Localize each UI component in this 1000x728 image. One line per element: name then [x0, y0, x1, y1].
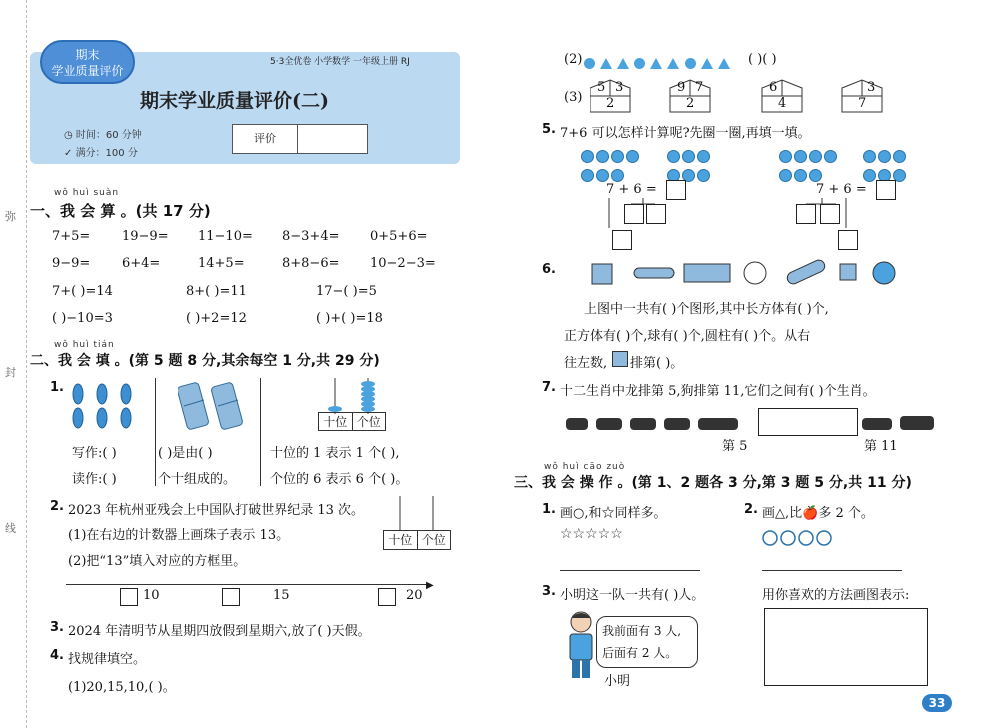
- calc-item: 7+5=: [52, 229, 91, 244]
- q5-equation: 7 + 6 =: [816, 182, 867, 197]
- q4-sub2-prefix: (2): [564, 52, 583, 67]
- calc-item: 19−9=: [122, 229, 169, 244]
- number-line: [66, 584, 430, 585]
- smile-icon: [611, 169, 624, 182]
- smile-icon: [779, 169, 792, 182]
- house-num: 9: [677, 80, 686, 95]
- q7-text: 十二生肖中龙排第 5,狗排第 11,它们之间有( )个生肖。: [560, 384, 876, 399]
- section3-pinyin: wǒ huì cāo zuò: [544, 462, 626, 472]
- s3-q2-text: 画△,比🍎多 2 个。: [762, 506, 874, 521]
- badge-line2: 学业质量评价: [51, 64, 124, 78]
- binding-char: 弥: [5, 210, 16, 223]
- answer-box[interactable]: [624, 204, 644, 224]
- shape-sequence: [584, 53, 730, 72]
- smile-icon: [697, 150, 710, 163]
- q7-number: 7.: [542, 380, 556, 395]
- q4-sub3-prefix: (3): [564, 90, 583, 105]
- calc-item: 11−10=: [198, 229, 253, 244]
- ones-label: 个位: [356, 415, 381, 429]
- page-number: 33: [922, 694, 952, 712]
- arrow-icon: ▶: [426, 580, 434, 591]
- q7-label11: 第 11: [864, 439, 898, 454]
- triangle-icon: [718, 58, 730, 69]
- q6-line1: 上图中一共有( )个图形,其中长方体有( )个,: [584, 302, 829, 317]
- score-text: 满分：100 分: [75, 148, 138, 159]
- smile-icon: [779, 150, 792, 163]
- numline-label: 15: [273, 588, 290, 603]
- q2-sub2: (2)把“13”填入对应的方框里。: [68, 554, 247, 569]
- bubble-line1: 我前面有 3 人,: [602, 624, 682, 638]
- stick-bundles-image: [178, 380, 248, 432]
- calc-item: 7+( )=14: [52, 284, 113, 299]
- section2-title: 二、我 会 填 。(第 5 题 8 分,其余每空 1 分,共 29 分): [30, 353, 380, 369]
- q6-number: 6.: [542, 262, 556, 277]
- answer-box[interactable]: [612, 230, 632, 250]
- drawing-area[interactable]: [764, 608, 928, 686]
- boy-name: 小明: [604, 674, 631, 689]
- time-text: 时间：60 分钟: [75, 130, 142, 141]
- section1-title: 一、我 会 算 。(共 17 分): [30, 202, 211, 220]
- q7-label5: 第 5: [722, 439, 748, 454]
- triangle-icon: [667, 58, 679, 69]
- smile-icon: [809, 169, 822, 182]
- cube-icon: [612, 351, 628, 367]
- tens-label: 十位: [384, 531, 418, 549]
- zodiac-animals-right: [862, 414, 938, 432]
- calc-item: ( )+2=12: [186, 311, 247, 326]
- score-info: [64, 144, 138, 159]
- star-row: ☆☆☆☆☆: [560, 526, 623, 542]
- zodiac-animals-left: [566, 414, 746, 432]
- badge-line1: 期末: [75, 48, 100, 62]
- q4-number: 4.: [50, 648, 64, 663]
- calc-item: ( )+( )=18: [316, 311, 383, 326]
- bubble-line2: 后面有 2 人。: [602, 646, 678, 660]
- header-badge: [40, 40, 135, 84]
- smile-icon: [893, 150, 906, 163]
- answer-box[interactable]: [820, 204, 840, 224]
- smile-icon: [667, 150, 680, 163]
- q4-sub1: (1)20,15,10,( )。: [68, 680, 176, 695]
- triangle-icon: [600, 58, 612, 69]
- house-num: 2: [686, 96, 695, 111]
- divider: [155, 378, 156, 486]
- smile-group: [778, 148, 848, 186]
- answer-line[interactable]: [762, 570, 902, 571]
- smile-group: [580, 148, 650, 186]
- s3-q1-text: 画○,和☆同样多。: [560, 506, 667, 521]
- answer-line[interactable]: [560, 570, 700, 571]
- calc-item: 14+5=: [198, 256, 245, 271]
- q1-write: 写作:( ): [72, 446, 117, 461]
- q5-number: 5.: [542, 122, 556, 137]
- ones-label: 个位: [421, 533, 446, 547]
- section1-pinyin: wǒ huì suàn: [54, 188, 120, 198]
- eval-label: 评价: [233, 125, 298, 153]
- corn-image: [66, 380, 146, 432]
- check-icon: ✓: [64, 148, 76, 159]
- triangle-icon: [650, 58, 662, 69]
- smile-icon: [682, 150, 695, 163]
- circle-icon: [685, 58, 696, 69]
- smile-icon: [863, 169, 876, 182]
- calc-item: ( )−10=3: [52, 311, 113, 326]
- q6-line3: 往左数,: [564, 356, 608, 371]
- empty-abacus[interactable]: [383, 494, 453, 530]
- section3-title: 三、我 会 操 作 。(第 1、2 题各 3 分,第 3 题 5 分,共 11 分): [514, 475, 912, 491]
- house-num: 4: [778, 96, 787, 111]
- answer-box[interactable]: [222, 588, 240, 606]
- smile-icon: [809, 150, 822, 163]
- smile-icon: [794, 150, 807, 163]
- q1-mid2: 个十组成的。: [158, 472, 237, 487]
- calc-item: 9−9=: [52, 256, 91, 271]
- answer-box[interactable]: [838, 230, 858, 250]
- q1-number: 1.: [50, 380, 64, 395]
- q2-sub1: (1)在右边的计数器上画珠子表示 13。: [68, 528, 290, 543]
- q1-right1: 十位的 1 表示 1 个( ),: [270, 446, 400, 461]
- house-num: 3: [615, 80, 624, 95]
- smile-icon: [626, 150, 639, 163]
- empty-abacus-labels: [383, 530, 451, 550]
- smile-icon: [824, 150, 837, 163]
- q1-read: 读作:( ): [72, 472, 117, 487]
- divider: [260, 378, 261, 486]
- abacus-labels: [318, 412, 386, 431]
- q1-mid1: ( )是由( ): [158, 446, 213, 461]
- smile-icon: [697, 169, 710, 182]
- q3-text: 2024 年清明节从星期四放假到星期六,放了( )天假。: [68, 624, 371, 639]
- calc-item: 10−2−3=: [370, 256, 436, 271]
- answer-box[interactable]: [666, 180, 686, 200]
- apple-row: [762, 526, 842, 546]
- q5-text: 7+6 可以怎样计算呢?先圈一圈,再填一填。: [560, 126, 811, 141]
- s3-q3-text: 小明这一队一共有( )人。: [560, 588, 705, 603]
- evaluation-box: [232, 124, 368, 154]
- calc-item: 6+4=: [122, 256, 161, 271]
- q5-equation: 7 + 6 =: [606, 182, 657, 197]
- calc-item: 17−( )=5: [316, 284, 377, 299]
- smile-icon: [611, 150, 624, 163]
- tens-label: 十位: [319, 413, 353, 430]
- time-info: [64, 126, 142, 141]
- smile-icon: [596, 150, 609, 163]
- clock-icon: ◷: [64, 130, 76, 141]
- binding-char: 封: [5, 366, 16, 379]
- q4-sub2-blanks[interactable]: ( )( ): [748, 52, 777, 67]
- eval-field[interactable]: [298, 125, 367, 153]
- smile-icon: [581, 169, 594, 182]
- numline-label: 10: [143, 588, 160, 603]
- triangle-icon: [701, 58, 713, 69]
- house-num: 5: [597, 80, 606, 95]
- answer-box[interactable]: [758, 408, 858, 436]
- smile-icon: [596, 169, 609, 182]
- smile-icon: [581, 150, 594, 163]
- answer-box[interactable]: [120, 588, 138, 606]
- answer-box[interactable]: [876, 180, 896, 200]
- q4-text: 找规律填空。: [68, 652, 147, 667]
- right-page: [500, 0, 1000, 728]
- q1-right2: 个位的 6 表示 6 个( )。: [270, 472, 409, 487]
- circle-icon: [634, 58, 645, 69]
- smile-icon: [863, 150, 876, 163]
- series-info: 5·3全优卷 小学数学 一年级上册 RJ: [270, 57, 410, 67]
- calc-item: 8+( )=11: [186, 284, 247, 299]
- answer-box[interactable]: [646, 204, 666, 224]
- binding-margin: [0, 0, 27, 728]
- house-num: 2: [606, 96, 615, 111]
- house-num: 7: [858, 96, 867, 111]
- q2-text: 2023 年杭州亚残会上中国队打破世界纪录 13 次。: [68, 503, 365, 518]
- q3-number: 3.: [50, 620, 64, 635]
- boy-figure: [562, 610, 600, 682]
- s3-q3-number: 3.: [542, 584, 556, 599]
- q6-line2: 正方体有( )个,球有( )个,圆柱有( )个。从右: [564, 329, 811, 344]
- numline-label: 20: [406, 588, 423, 603]
- smile-icon: [794, 169, 807, 182]
- s3-q1-number: 1.: [542, 502, 556, 517]
- circle-icon: [584, 58, 595, 69]
- calc-item: 0+5+6=: [370, 229, 428, 244]
- page-title: 期末学业质量评价(二): [140, 90, 329, 112]
- s3-q2-number: 2.: [744, 502, 758, 517]
- section2-pinyin: wǒ huì tián: [54, 340, 115, 350]
- solid-shapes-image: [590, 258, 900, 288]
- answer-box[interactable]: [378, 588, 396, 606]
- calc-item: 8+8−6=: [282, 256, 340, 271]
- house-num: 6: [769, 80, 778, 95]
- triangle-icon: [617, 58, 629, 69]
- smile-icon: [878, 150, 891, 163]
- calc-item: 8−3+4=: [282, 229, 340, 244]
- q6-line3b: 排第( )。: [630, 356, 684, 371]
- house-num: 3: [867, 80, 876, 95]
- binding-char: 线: [5, 522, 16, 535]
- house-num: 7: [695, 80, 704, 95]
- q2-number: 2.: [50, 499, 64, 514]
- answer-box[interactable]: [796, 204, 816, 224]
- s3-q3-draw-label: 用你喜欢的方法画图表示:: [762, 588, 910, 603]
